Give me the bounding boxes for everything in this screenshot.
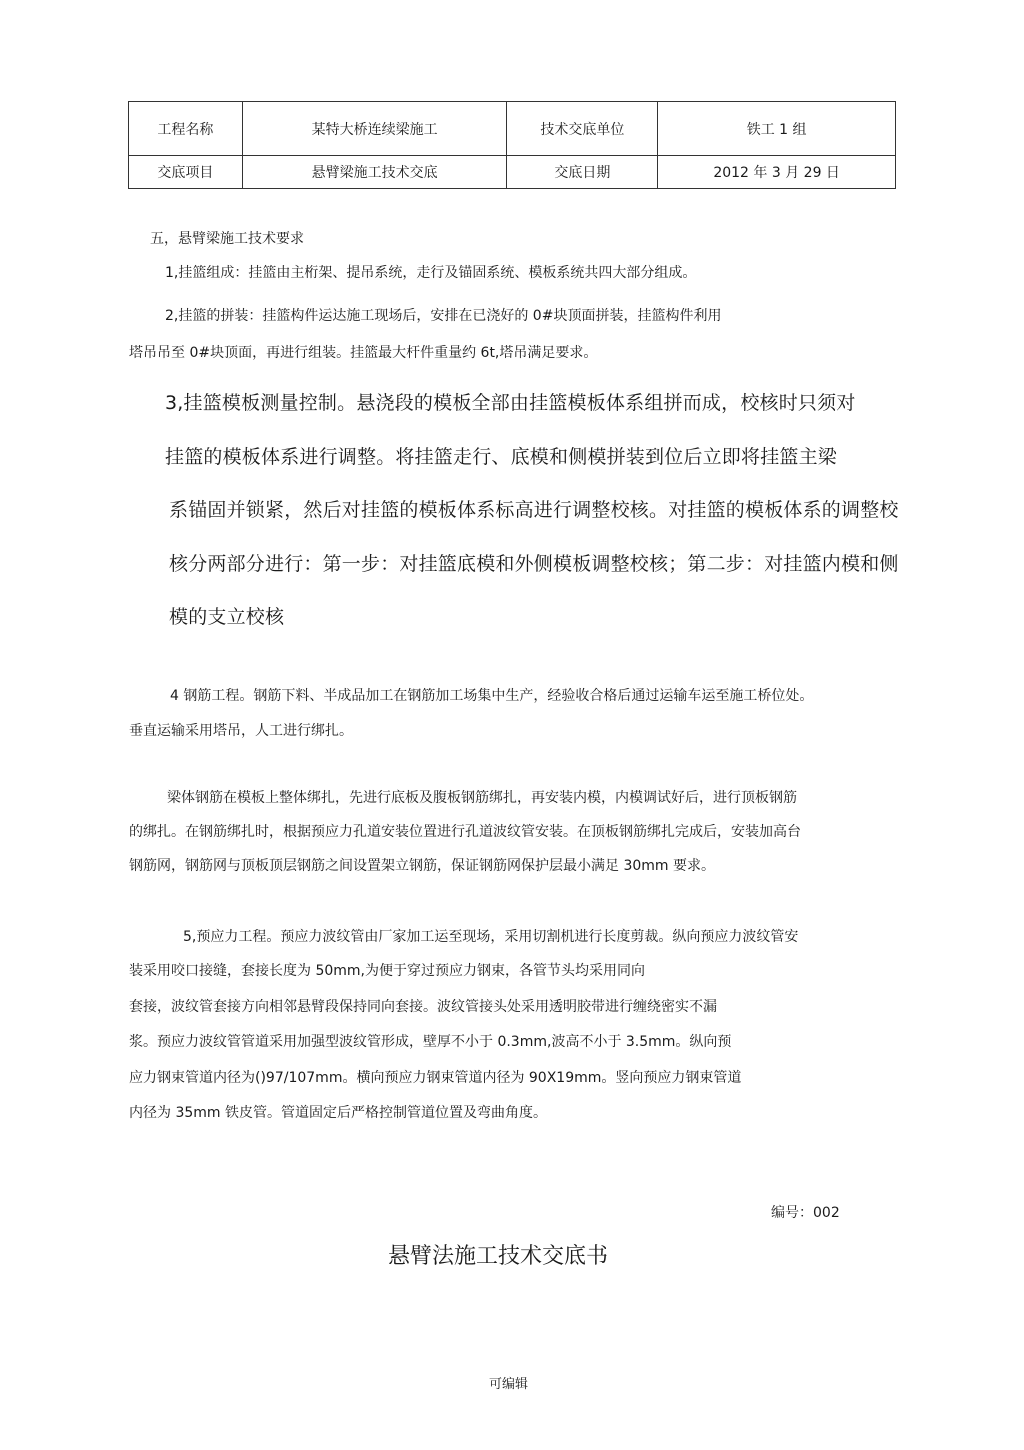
document-number: 编号：002 (771, 1205, 840, 1221)
table-cell: 铁工 1 组 (658, 102, 896, 156)
table-cell: 2012 年 3 月 29 日 (658, 156, 896, 189)
header-table (128, 101, 896, 189)
table-cell: 工程名称 (129, 102, 243, 156)
table-row (129, 102, 896, 156)
page-footer: 可编辑 (489, 1377, 529, 1392)
table-cell: 悬臂梁施工技术交底 (242, 156, 507, 189)
table-row (129, 156, 896, 189)
paragraph-line: 4 钢筋工程。钢筋下料、半成品加工在钢筋加工场集中生产，经验收合格后通过运输车运至施工桥位处。 (170, 688, 814, 704)
paragraph-line: 1,挂篮组成：挂篮由主桁架、提吊系统，走行及锚固系统、模板系统共四大部分组成。 (165, 265, 697, 281)
paragraph-line: 系锚固并锁紧，然后对挂篮的模板体系标高进行调整校核。对挂篮的模板体系的调整校 (169, 499, 899, 521)
paragraph-line: 套接，波纹管套接方向相邻悬臂段保持同向套接。波纹管接头处采用透明胶带进行缠绕密实不漏 (129, 999, 717, 1015)
paragraph-line: 3,挂篮模板测量控制。悬浇段的模板全部由挂篮模板体系组拼而成，校核时只须对 (165, 392, 856, 414)
paragraph-line: 装采用咬口接缝，套接长度为 50mm,为便于穿过预应力钢束，各管节头均采用同向 (129, 963, 645, 979)
paragraph-line: 核分两部分进行：第一步：对挂篮底模和外侧模板调整校核；第二步：对挂篮内模和侧 (169, 553, 899, 575)
document-title: 悬臂法施工技术交底书 (388, 1244, 609, 1269)
paragraph-line: 2,挂篮的拼装：挂篮构件运达施工现场后，安排在已浇好的 0#块顶面拼装，挂篮构件利用 (165, 308, 722, 324)
paragraph-line: 内径为 35mm 铁皮管。管道固定后严格控制管道位置及弯曲角度。 (129, 1105, 547, 1121)
paragraph-line: 5,预应力工程。预应力波纹管由厂家加工运至现场，采用切割机进行长度剪裁。纵向预应力波纹管安 (183, 929, 799, 945)
table-cell: 某特大桥连续梁施工 (242, 102, 507, 156)
paragraph-line: 挂篮的模板体系进行调整。将挂篮走行、底模和侧模拼装到位后立即将挂篮主梁 (165, 446, 838, 468)
paragraph-line: 梁体钢筋在模板上整体绑扎，先进行底板及腹板钢筋绑扎，再安装内模，内模调试好后，进行顶板钢筋 (167, 790, 797, 806)
table-cell: 交底日期 (507, 156, 658, 189)
section-heading: 五，悬臂梁施工技术要求 (150, 231, 304, 247)
paragraph-line: 垂直运输采用塔吊，人工进行绑扎。 (129, 723, 353, 739)
paragraph-line: 塔吊吊至 0#块顶面，再进行组装。挂篮最大杆件重量约 6t,塔吊满足要求。 (129, 345, 598, 361)
table-cell: 技术交底单位 (507, 102, 658, 156)
paragraph-line: 模的支立校核 (169, 606, 285, 628)
paragraph-line: 的绑扎。在钢筋绑扎时，根据预应力孔道安装位置进行孔道波纹管安装。在顶板钢筋绑扎完成后，安装加高台 (129, 824, 801, 840)
paragraph-line: 钢筋网，钢筋网与顶板顶层钢筋之间设置架立钢筋，保证钢筋网保护层最小满足 30mm 要求。 (129, 858, 715, 874)
paragraph-line: 应力钢束管道内径为()97/107mm。横向预应力钢束管道内径为 90X19mm。竖向预应力钢束管道 (129, 1070, 742, 1086)
paragraph-line: 浆。预应力波纹管管道采用加强型波纹管形成，壁厚不小于 0.3mm,波高不小于 3.5mm。纵向预 (129, 1034, 732, 1050)
table-cell: 交底项目 (129, 156, 243, 189)
